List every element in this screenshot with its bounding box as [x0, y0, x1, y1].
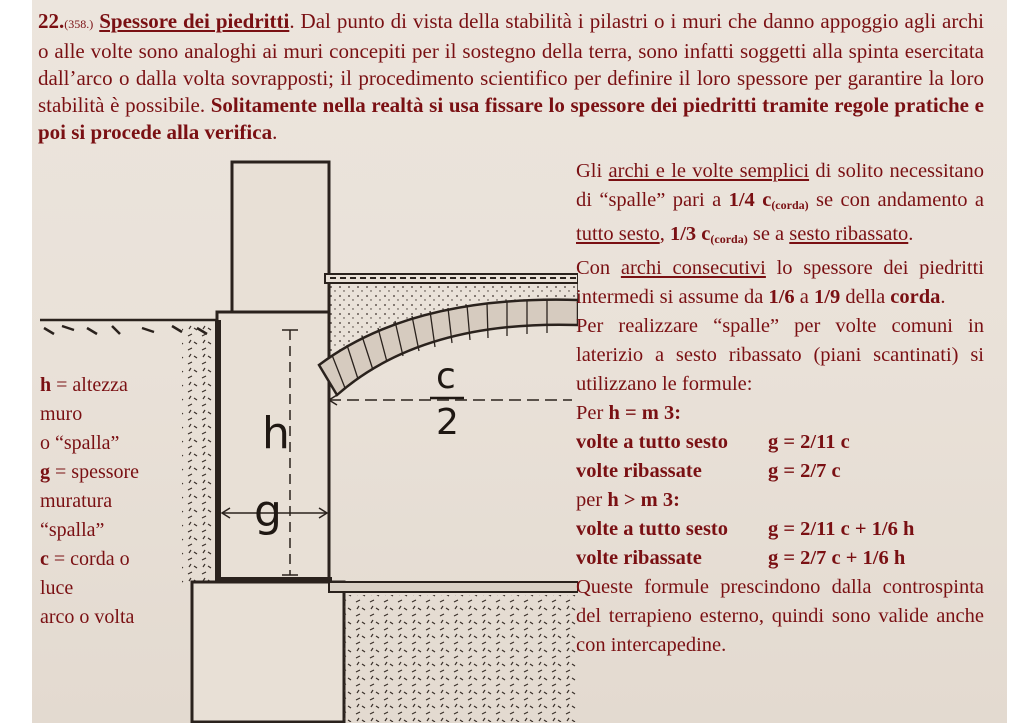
diagram-label-c: c [436, 356, 456, 397]
formula-2: volte ribassate g = 2/7 c [576, 460, 841, 482]
formula-1: volte a tutto sesto g = 2/11 c [576, 431, 850, 453]
case-h-equals: Per h = m 3: [576, 402, 682, 424]
legend-g: g = spessore [40, 461, 140, 483]
diagram-label-g: g [254, 486, 282, 537]
legend-h: h = altezza [40, 374, 128, 396]
legend-g-line2: muratura [40, 490, 113, 512]
rule-formulas-intro: Per realizzare “spalle” per volte comuni in laterizio a sesto ribassato (piani scantinati) si utilizzano le formule: [576, 315, 984, 395]
legend-c-line3: arco o volta [40, 606, 135, 628]
intro-paragraph [38, 8, 984, 146]
formula-3: volte a tutto sesto g = 2/11 c + 1/6 h [576, 518, 915, 540]
section-ref: (358.) [64, 17, 94, 31]
intro-end: . [272, 120, 278, 144]
earth-bottom [344, 595, 578, 722]
floor-slab [329, 582, 578, 592]
case-h-greater: per h > m 3: [576, 489, 680, 511]
section-number: 22. [38, 9, 65, 33]
rule-consecutive-arches: Con archi consecutivi lo spessore dei piedritti intermedi si assume da 1/6 a 1/9 della corda. [576, 257, 984, 308]
rule-simple-arches: Gli archi e le volte semplici di solito necessitano di “spalle” pari a 1/4 $c_{(corda)}$ se con andamento a tutto sesto, 1/3 $c_{(corda)}$ se a sesto ribassato. [576, 160, 985, 246]
intro-bold-text: Solitamente nella realtà si usa fissare lo spessore dei piedritti tramite regole pratiche e poi si procede alla verifica [38, 93, 984, 144]
intro-text: . Dal punto di vista della stabilità i pilastri o i muri che danno appoggio agli archi o alle volte sono analoghi ai muri concepiti per il sostegno della terra, sono infatti soggetti alla spinta esercitata dall’arco o dalla volta sovrapposti; il procedimento scientifico per definire il loro spessore per garantire la loro stabilità è possibile. [38, 9, 984, 117]
rule-note: Queste formule prescindono dalla controspinta del terrapieno esterno, quindi sono valide anche con intercapedine. [576, 576, 984, 656]
upper-column [232, 162, 329, 312]
diagram-label-h: h [262, 408, 290, 459]
legend-g-line3: “spalla” [40, 519, 105, 541]
formula-4: volte ribassate g = 2/7 c + 1/6 h [576, 547, 906, 569]
foundation [192, 582, 344, 722]
legend-h-line2: muro [40, 403, 83, 425]
diagram-label-2: 2 [436, 402, 459, 443]
legend-h-line3: o “spalla” [40, 432, 120, 454]
section-title: Spessore dei piedritti [99, 9, 290, 33]
legend [40, 371, 190, 632]
rules-column [576, 157, 984, 660]
legend-c: c = corda o [40, 548, 130, 570]
legend-c-line2: luce [40, 577, 74, 599]
